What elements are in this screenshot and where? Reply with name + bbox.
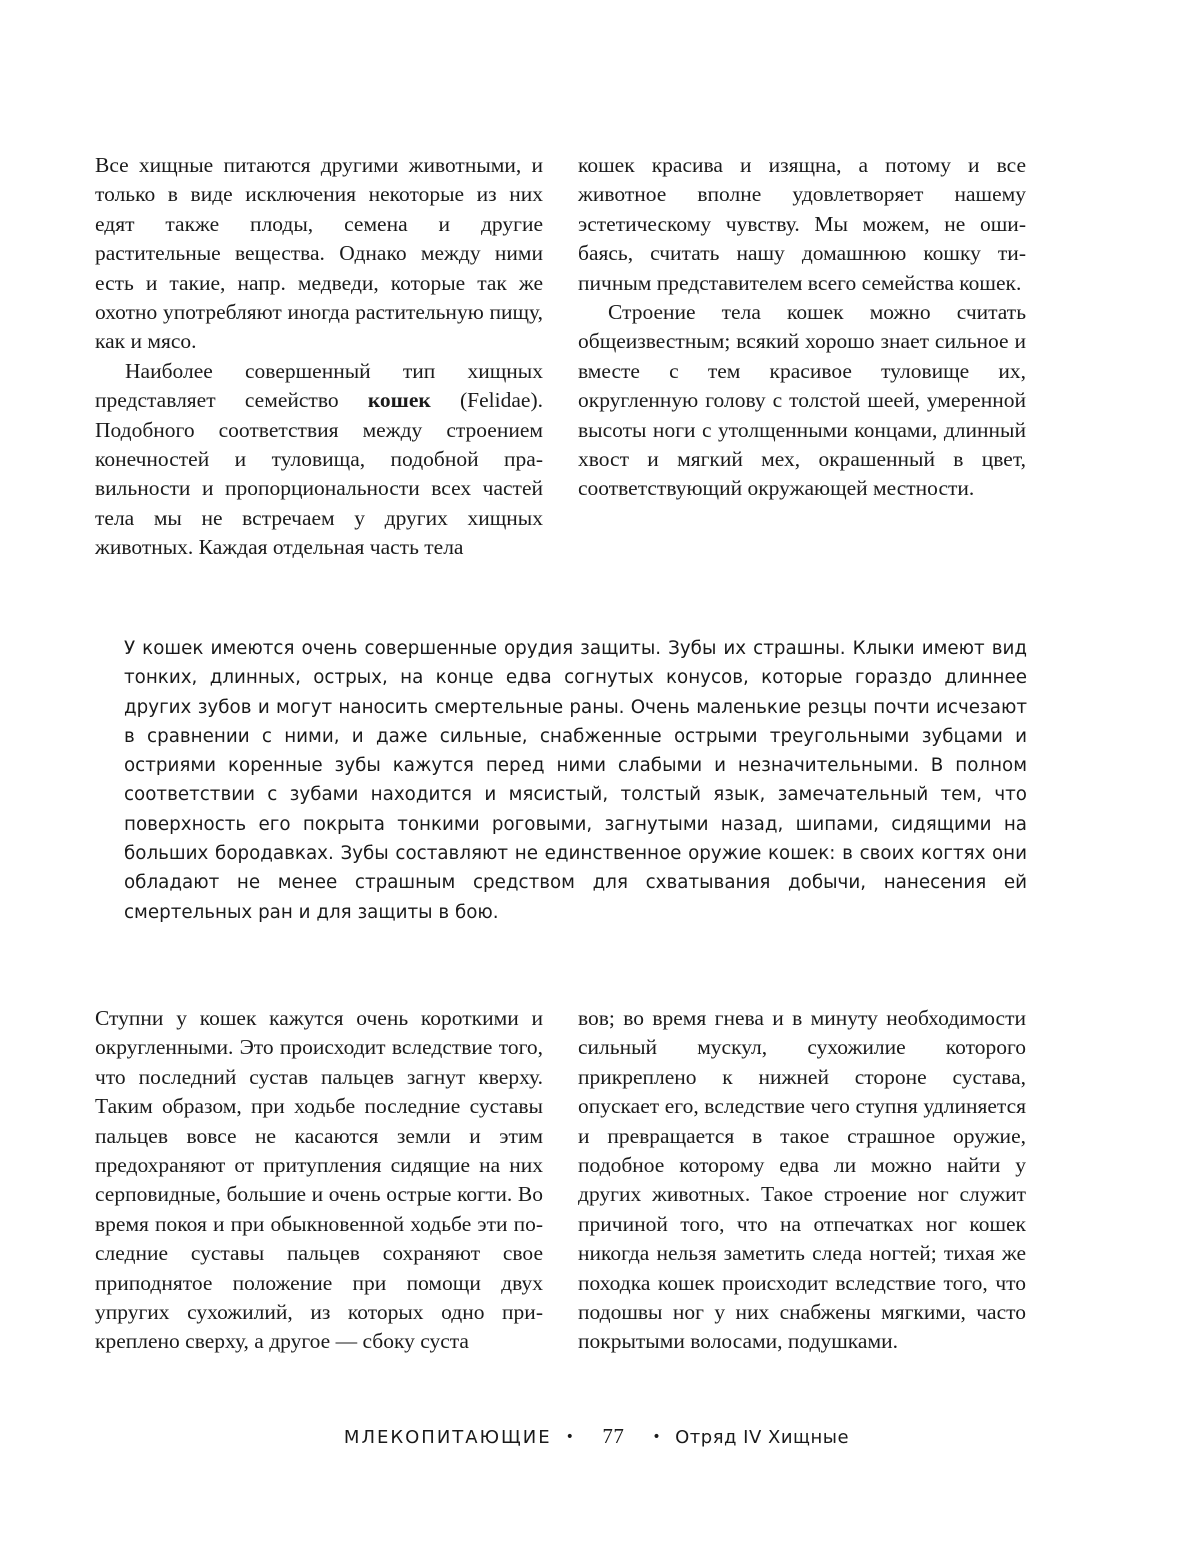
text-column-top-right xyxy=(578,151,1026,504)
separator-bullet: • xyxy=(652,1429,662,1445)
separator-bullet: • xyxy=(565,1429,575,1445)
page-number: 77 xyxy=(602,1424,625,1448)
chapter-title: Отряд IV Хищные xyxy=(675,1427,850,1448)
text-run: Наиболее совершенный тип хищных представляет семейство xyxy=(95,358,543,413)
section-title: МЛЕКОПИТАЮЩИЕ xyxy=(343,1427,552,1448)
text-column-bottom-left xyxy=(95,1004,543,1357)
paragraph: вов; во время гнева и в минуту необходимости сильный мускул, сухожилие которого прикреплено к нижней стороне сустава, опускает его, вследствие чего ступня удлиняется и превращается в такое страшное оружие, подобное которому едва ли можно найти у других животных. Такое строение ног служит причиной того, что на отпечатках ног кошек никогда нельзя заметить следа ногтей; тихая же походка кошек происходит вследствие того, что подошвы ног у них снабжены мягкими, часто покрытыми волосами, подушками. xyxy=(578,1006,1026,1354)
paragraph: Все хищные питаются другими животными, и только в виде исключения некоторые из них едят также плоды, семена и другие растительные вещества. Однако между ними есть и такие, напр. медведи, которые так же охотно употребляют иногда растительную пищу, как и мясо. xyxy=(95,153,543,354)
paragraph: Ступни у кошек кажутся очень короткими и округленными. Это происходит вследствие того, что последний сустав пальцев загнут кверху. Таким образом, при ходьбе последние суставы пальцев вовсе не касаются земли и этим предохраняют от притупления сидящие на них серповидные, большие и очень острые когти. Во время покоя и при обыкновенной ходьбе эти последние суставы пальцев сохраняют свое приподнятое положение при помощи двух упругих сухожилий, из которых одно прикреплено сверху, а другое — сбоку суста xyxy=(95,1006,543,1354)
running-footer xyxy=(0,1424,1193,1449)
text-column-top-left xyxy=(95,151,543,563)
bold-term: кошек xyxy=(367,388,431,413)
paragraph: Строение тела кошек можно считать общеизвестным; всякий хорошо знает сильное и вместе с тем красивое туловище их, округленную голову с толстой шеей, умеренной высоты ноги с утолщенными концами, длинный хвост и мягкий мех, окрашенный в цвет, соответствующий окружающей местности. xyxy=(578,300,1026,501)
text-run: (Felidae). Подобного соответствия между строением конечностей и туловища, подобной правильности и пропорциональности всех частей тела мы не встречаем у других хищных животных. Каждая отдельная часть тела xyxy=(95,388,543,560)
text-column-bottom-right xyxy=(578,1004,1026,1357)
paragraph xyxy=(95,357,543,563)
sidebar-text-block xyxy=(124,634,1027,927)
paragraph: У кошек имеются очень совершенные орудия защиты. Зубы их страшны. Клыки имеют вид тонких, длинных, острых, на конце едва согнутых конусов, которые гораздо длиннее других зубов и могут наносить смертельные раны. Очень маленькие резцы почти исчезают в сравнении с ними, и даже сильные, снабженные острыми треугольными зубцами и остриями коренные зубы кажутся перед ними слабыми и незначительными. В полном соответствии с зубами находится и мясистый, толстый язык, замечательный тем, что поверхность его покрыта тонкими роговыми, загнутыми назад, шипами, сидящими на больших бородавках. Зубы составляют не единственное оружие кошек: в своих когтях они обладают не менее страшным средством для схватывания добычи, нанесения ей смертельных ран и для защиты в бою. xyxy=(124,638,1027,923)
paragraph: кошек красива и изящна, а потому и все животное вполне удовлетворяет нашему эстетическому чувству. Мы можем, не ошибаясь, считать нашу домашнюю кошку типичным представителем всего семейства кошек. xyxy=(578,153,1026,295)
